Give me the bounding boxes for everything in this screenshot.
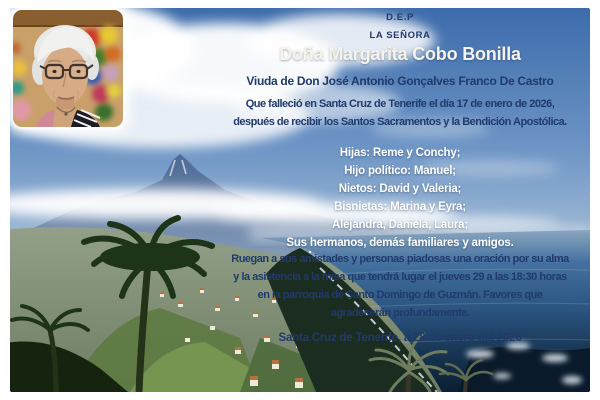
mass-request-line: Ruegan a sus amistades y personas piadosas una oración por su alma xyxy=(231,253,569,265)
dep-heading: D.E.P xyxy=(386,12,414,23)
death-notice-line: después de recibir los Santos Sacramentos y la Bendición Apostólica. xyxy=(233,116,567,128)
lady-heading: LA SEÑORA xyxy=(369,30,431,41)
place-date: Santa Cruz de Tenerife, a 28 de enero del 2026 xyxy=(278,332,522,344)
portrait-photo xyxy=(13,10,123,127)
family-line: Hijo político: Manuel; xyxy=(344,165,456,177)
family-line: Alejandra, Daniela, Laura; xyxy=(331,219,469,231)
widow-line: Viuda de Don José Antonio Gonçalves Franco De Castro xyxy=(246,74,554,88)
death-notice-line: Que falleció en Santa Cruz de Tenerife el día 17 de enero de 2026, xyxy=(245,98,555,110)
deceased-name: Doña Margarita Cobo Bonilla xyxy=(279,44,521,64)
mass-request-line: en la parroquia de Santo Domingo de Guzmán. Favores que xyxy=(257,289,543,301)
mass-request-line: agradecerán profundamente. xyxy=(330,307,470,319)
family-line: Sus hermanos, demás familiares y amigos. xyxy=(286,237,514,249)
family-line: Nietos: David y Valeria; xyxy=(338,183,462,195)
portrait-art xyxy=(13,10,123,127)
family-line: Hijas: Reme y Conchy; xyxy=(339,147,461,159)
mass-request-line: y la asistencia a la misa que tendrá lugar el jueves 29 a las 18:30 horas xyxy=(233,271,567,283)
family-line: Bisnietas: Marina y Eyra; xyxy=(334,201,466,213)
